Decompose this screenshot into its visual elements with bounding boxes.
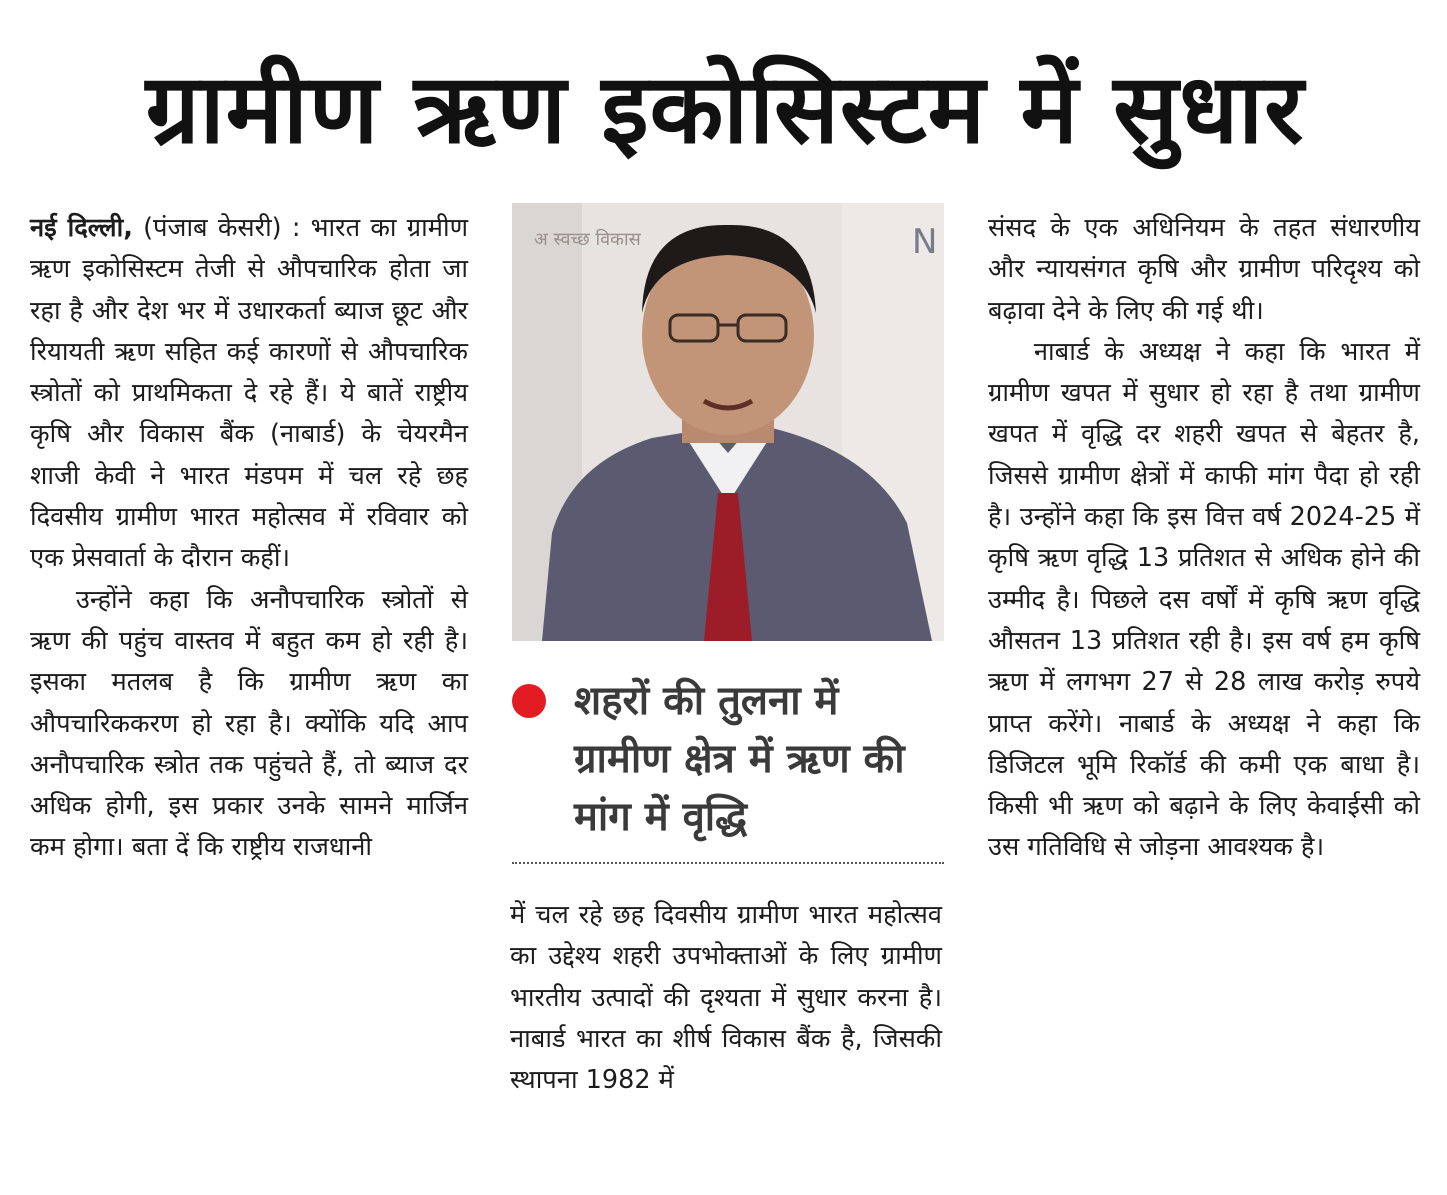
pull-quote <box>512 672 944 862</box>
backdrop-text: अ स्वच्छ विकास <box>534 229 641 250</box>
speaker-photo <box>512 203 944 641</box>
article-photo <box>512 203 944 641</box>
bullet-dot-icon <box>512 684 546 718</box>
paragraph-col2: में चल रहे छह दिवसीय ग्रामीण भारत महोत्सव का उद्देश्य शहरी उपभोक्ताओं के लिए ग्रामीण भारतीय उत्पादों की दृश्यता में सुधार करना है। नाबार्ड भारत का शीर्ष विकास बैंक है, जिसकी स्थापना 1982 में <box>510 900 942 1096</box>
dateline: नई दिल्ली, <box>30 213 133 243</box>
dotted-divider <box>512 862 944 864</box>
paragraph-col3-1: संसद के एक अधिनियम के तहत संधारणीय और न्यायसंगत कृषि और ग्रामीण परिदृश्य को बढ़ावा देने के लिए की गई थी। <box>988 213 1420 326</box>
article-column-1 <box>30 208 468 869</box>
paragraph-2: उन्होंने कहा कि अनौपचारिक स्त्रोतों से ऋण की पहुंच वास्तव में बहुत कम हो रही है। इसका मतलब है कि ग्रामीण ऋण का औपचारिककरण हो रहा है। क्योंकि यदि आप अनौपचारिक स्त्रोत तक पहुंचते हैं, तो ब्याज दर अधिक होगी, इस प्रकार उनके सामने मार्जिन कम होगा। बता दें कि राष्ट्रीय राजधानी <box>30 584 468 863</box>
article-column-3 <box>988 208 1420 869</box>
pull-quote-text: शहरों की तुलना में ग्रामीण क्षेत्र में ऋण की मांग में वृद्धि <box>574 678 905 840</box>
headline: ग्रामीण ऋण इकोसिस्टम में सुधार <box>145 52 1305 165</box>
backdrop-letter: N <box>912 222 938 262</box>
paragraph-col3-2: नाबार्ड के अध्यक्ष ने कहा कि भारत में ग्रामीण खपत में सुधार हो रहा है तथा ग्रामीण खपत में वृद्धि दर शहरी खपत से बेहतर है, जिससे ग्रामीण क्षेत्रों में काफी मांग पैदा हो रही है। उन्होंने कहा कि इस वित्त वर्ष 2024-25 में कृषि ऋण वृद्धि 13 प्रतिशत से अधिक होने की उम्मीद है। पिछले दस वर्षों में कृषि ऋण वृद्धि औसतन 13 प्रतिशत रही है। इस वर्ष हम कृषि ऋण में लगभग 27 से 28 लाख करोड़ रुपये प्राप्त करेंगे। नाबार्ड के अध्यक्ष ने कहा कि डिजिटल भूमि रिकॉर्ड की कमी एक बाधा है। किसी भी ऋण को बढ़ाने के लिए केवाईसी को उस गतिविधि से जोड़ना आवश्यक है। <box>988 336 1420 863</box>
paragraph-lead <box>30 208 468 580</box>
article-column-2 <box>510 895 942 1101</box>
lead-text: (पंजाब केसरी) : भारत का ग्रामीण ऋण इकोसिस्टम तेजी से औपचारिक होता जा रहा है और देश भर में उधारकर्ता ब्याज छूट और रियायती ऋण सहित कई कारणों से औपचारिक स्त्रोतों को प्राथमिकता दे रहे हैं। ये बातें राष्ट्रीय कृषि और विकास बैंक (नाबार्ड) के चेयरमैन शाजी केवी ने भारत मंडपम में चल रहे छह दिवसीय ग्रामीण भारत महोत्सव में रविवार को एक प्रेसवार्ता के दौरान कहीं। <box>30 213 469 574</box>
